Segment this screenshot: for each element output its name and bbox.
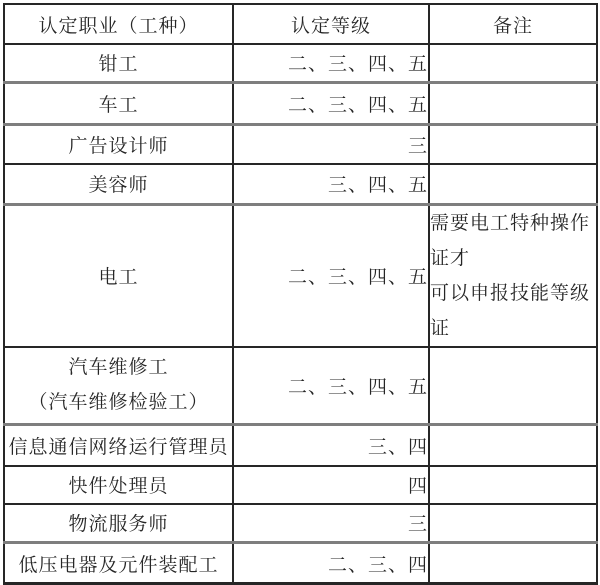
remark-cell bbox=[429, 44, 597, 82]
remark-cell bbox=[429, 124, 597, 164]
levels-cell: 三 bbox=[233, 124, 429, 164]
levels-cell: 二、三、四、五 bbox=[233, 82, 429, 124]
occupation-line: 汽车维修工 bbox=[68, 357, 169, 379]
occupation-cell: 车工 bbox=[4, 82, 233, 124]
table-row-electrician bbox=[4, 204, 597, 347]
levels-cell: 四 bbox=[233, 466, 429, 504]
remark-cell bbox=[429, 164, 597, 204]
occupation-cell: 物流服务师 bbox=[4, 504, 233, 543]
occupation-cell: 钳工 bbox=[4, 44, 233, 82]
occupation-cell: 电工 bbox=[4, 204, 233, 347]
occupation-cell: 信息通信网络运行管理员 bbox=[4, 425, 233, 466]
levels-cell: 二、三、四、五 bbox=[233, 44, 429, 82]
remark-cell bbox=[429, 543, 597, 584]
levels-cell: 三、四、五 bbox=[233, 164, 429, 204]
occupation-cell: 广告设计师 bbox=[4, 124, 233, 164]
column-header-remark: 备注 bbox=[429, 4, 597, 44]
occupation-cell: 低压电器及元件装配工 bbox=[4, 543, 233, 584]
remark-cell bbox=[429, 82, 597, 124]
levels-cell: 二、三、四 bbox=[233, 543, 429, 584]
table-row-beautician bbox=[4, 164, 597, 204]
occupation-cell: 快件处理员 bbox=[4, 466, 233, 504]
remark-cell bbox=[429, 466, 597, 504]
column-header-level: 认定等级 bbox=[233, 4, 429, 44]
certification-table bbox=[3, 3, 598, 585]
remark-cell bbox=[429, 204, 597, 347]
remark-cell bbox=[429, 425, 597, 466]
table-row-ad-designer bbox=[4, 124, 597, 164]
levels-cell: 二、三、四、五 bbox=[233, 204, 429, 347]
remark-cell bbox=[429, 504, 597, 543]
occupation-cell bbox=[4, 347, 233, 425]
table-row-network-operator bbox=[4, 425, 597, 466]
remark-line: 可以申报技能等级证 bbox=[430, 282, 591, 339]
levels-cell: 三 bbox=[233, 504, 429, 543]
table-row-parcel-handler bbox=[4, 466, 597, 504]
remark-line: 需要电工特种操作证才 bbox=[430, 212, 591, 269]
levels-cell: 二、三、四、五 bbox=[233, 347, 429, 425]
table-row-logistics bbox=[4, 504, 597, 543]
table-row-turner bbox=[4, 82, 597, 124]
table-row-lv-assembler bbox=[4, 543, 597, 584]
occupation-line: （汽车维修检验工） bbox=[28, 392, 209, 414]
occupation-cell: 美容师 bbox=[4, 164, 233, 204]
levels-cell: 三、四 bbox=[233, 425, 429, 466]
remark-cell bbox=[429, 347, 597, 425]
table-row-fitter bbox=[4, 44, 597, 82]
table-row-auto-repair bbox=[4, 347, 597, 425]
column-header-occupation: 认定职业（工种） bbox=[4, 4, 233, 44]
header-row bbox=[4, 4, 597, 44]
